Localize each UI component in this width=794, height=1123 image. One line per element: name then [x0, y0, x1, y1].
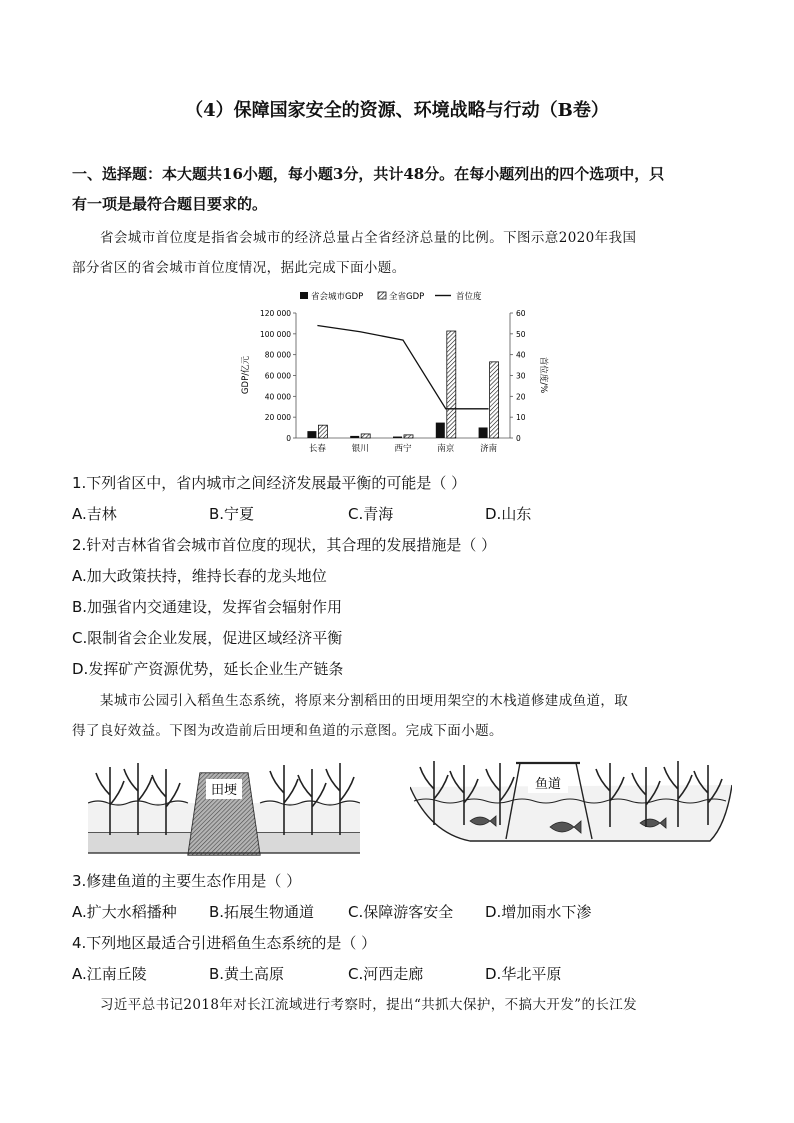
legend-city-gdp: 省会城市GDP: [311, 292, 364, 302]
q2-option-a: A.加大政策扶持，维持长春的龙头地位: [72, 567, 327, 585]
primacy-line: [317, 326, 488, 409]
q2-option-d: D.发挥矿产资源优势，延长企业生产链条: [72, 660, 344, 678]
fish-channel-diagram: [410, 755, 732, 860]
passage1-line2: 部分省区的省会城市首位度情况，据此完成下面小题。: [72, 260, 406, 276]
x-tick-label: 银川: [351, 444, 369, 454]
x-tick-label: 长春: [308, 444, 326, 454]
bar-province-gdp: [447, 331, 456, 438]
q2-option-b: B.加强省内交通建设，发挥省会辐射作用: [72, 598, 343, 616]
y-tick-label: 0: [286, 434, 291, 443]
bar-city-gdp: [436, 423, 445, 438]
q3-option-b: B.拓展生物通道: [209, 903, 315, 921]
q1-option-a: A.吉林: [72, 505, 117, 523]
question-1-stem: 1.下列省区中，省内城市之间经济发展最平衡的可能是（ ）: [72, 474, 467, 492]
q4-option-a: A.江南丘陵: [72, 965, 147, 983]
channel-label: 鱼道: [534, 777, 562, 792]
passage2-line2: 得了良好效益。下图为改造前后田埂和鱼道的示意图。完成下面小题。: [72, 723, 503, 739]
x-tick-label: 南京: [437, 444, 455, 454]
bar-city-gdp: [479, 427, 488, 438]
y2-tick-label: 0: [516, 434, 521, 443]
bar-province-gdp: [490, 362, 499, 438]
y-tick-label: 80 000: [264, 350, 291, 360]
q3-option-d: D.增加雨水下渗: [485, 903, 592, 921]
passage1-line1: 省会城市首位度是指省会城市的经济总量占全省经济总量的比例。下图示意2020年我国: [100, 230, 637, 246]
question-3-options: [72, 897, 732, 927]
section-heading-line2: 有一项是最符合题目要求的。: [72, 195, 268, 213]
q1-option-c: C.青海: [348, 505, 394, 523]
bar-province-gdp: [404, 435, 413, 438]
y-tick-label: 60 000: [264, 371, 291, 381]
q3-option-c: C.保障游客安全: [348, 903, 454, 921]
bar-province-gdp: [318, 425, 327, 438]
y-tick-label: 40 000: [264, 392, 291, 402]
legend-primacy: 首位度: [456, 292, 482, 302]
legend-swatch-city-gdp: [300, 292, 308, 299]
y2-axis-label: 首位度/%: [538, 356, 548, 394]
legend-province-gdp: 全省GDP: [389, 292, 425, 302]
passage2-line1: 某城市公园引入稻鱼生态系统，将原来分割稻田的田埂用架空的木栈道修建成鱼道，取: [100, 693, 629, 709]
question-4-stem: 4.下列地区最适合引进稻鱼生态系统的是（ ）: [72, 934, 377, 952]
x-tick-labels: [309, 443, 498, 454]
bar-province-gdp: [361, 434, 370, 438]
y-tick-label: 100 000: [259, 329, 291, 339]
q1-option-d: D.山东: [485, 505, 532, 523]
ridge-label: 田埂: [210, 783, 238, 798]
y2-tick-label: 50: [516, 329, 526, 339]
legend-swatch-province-gdp: [378, 292, 386, 299]
bar-city-gdp: [307, 431, 316, 438]
q3-option-a: A.扩大水稻播种: [72, 903, 177, 921]
ridge-diagram: [88, 755, 360, 860]
y2-tick-label: 30: [516, 371, 526, 381]
x-tick-label: 西宁: [394, 444, 412, 454]
y-axis-label: GDP/亿元: [241, 355, 251, 395]
q4-option-c: C.河西走廊: [348, 965, 424, 983]
y-ticks-left: [260, 309, 296, 443]
y2-tick-label: 40: [516, 350, 526, 360]
q4-option-b: B.黄土高原: [209, 965, 285, 983]
passage3-line1: 习近平总书记2018年对长江流域进行考察时，提出“共抓大保护，不搞大开发”的长江发: [100, 997, 638, 1013]
x-tick-label: 济南: [480, 444, 498, 454]
y2-tick-label: 60: [516, 309, 526, 318]
y-tick-label: 20 000: [264, 413, 291, 423]
y-ticks-right: [510, 309, 526, 443]
bars: [307, 331, 498, 438]
y2-tick-label: 10: [516, 413, 526, 423]
question-1-options: [72, 499, 732, 529]
section-heading-line1: 一、选择题：本大题共16小题，每小题3分，共计48分。在每小题列出的四个选项中，只: [72, 165, 665, 183]
capital-primacy-chart: [238, 285, 558, 460]
y2-tick-label: 20: [516, 392, 526, 402]
page-title: （4）保障国家安全的资源、环境战略与行动（B卷）: [185, 100, 609, 121]
bar-city-gdp: [350, 436, 359, 438]
q2-option-c: C.限制省会企业发展，促进区域经济平衡: [72, 629, 343, 647]
bar-city-gdp: [393, 437, 402, 438]
question-4-options: [72, 959, 732, 989]
y-tick-label: 120 000: [259, 309, 291, 318]
q4-option-d: D.华北平原: [485, 965, 562, 983]
question-3-stem: 3.修建鱼道的主要生态作用是（ ）: [72, 872, 302, 890]
q1-option-b: B.宁夏: [209, 505, 255, 523]
question-2-stem: 2.针对吉林省省会城市首位度的现状，其合理的发展措施是（ ）: [72, 536, 497, 554]
